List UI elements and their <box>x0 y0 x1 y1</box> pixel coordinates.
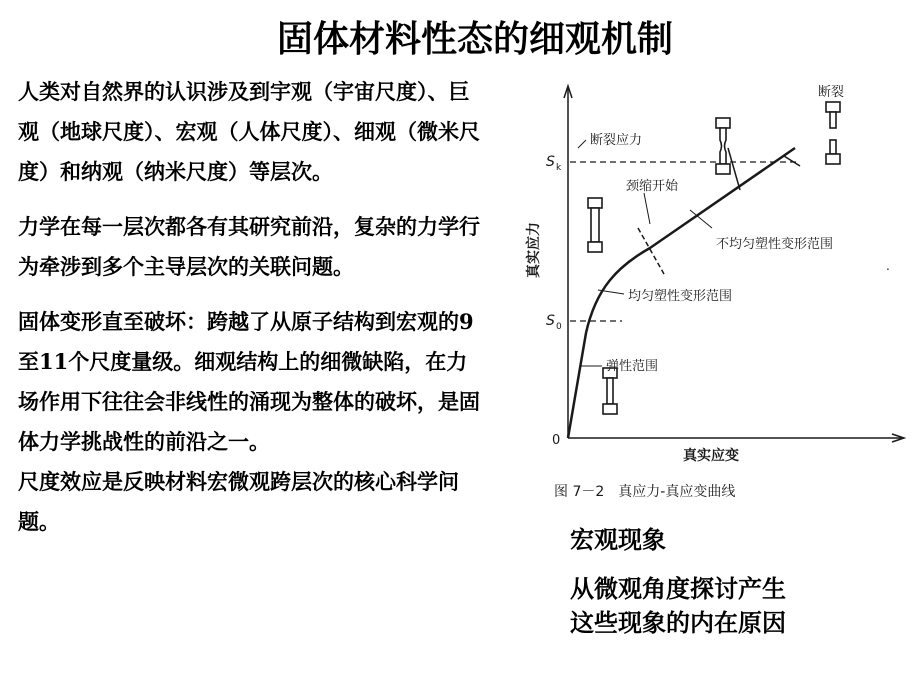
micro-perspective-line1: 从微观角度探讨产生 <box>570 575 786 603</box>
right-text-column <box>570 522 910 640</box>
leader-fracture-stress <box>578 140 586 148</box>
specimen-necking-icon <box>716 118 730 174</box>
stress-strain-figure <box>526 78 910 508</box>
s0-subscript: 0 <box>556 322 562 332</box>
micro-perspective-line2: 这些现象的内在原因 <box>570 609 786 637</box>
necking-start-label: 颈缩开始 <box>626 179 679 194</box>
sk-subscript: k <box>556 163 562 173</box>
s0-label: S <box>546 313 555 329</box>
specimen-elastic-icon <box>603 368 617 414</box>
stress-strain-diagram <box>526 78 910 508</box>
specimen-uniform-icon <box>588 198 602 252</box>
figure-dot: . <box>886 259 890 273</box>
figure-caption: 图 7－2 真应力-真应变曲线 <box>554 484 736 500</box>
necking-mark <box>638 228 664 274</box>
paragraph-deformation: 固体变形直至破坏：跨越了从原子结构到宏观的9至11个尺度量级。细观结构上的细微缺陷，在力场作用下往往会非线性的涌现为整体的破坏，是固体力学挑战性的前沿之一。 <box>18 309 480 454</box>
macro-phenomena-heading: 宏观现象 <box>570 526 666 554</box>
fracture-label: 断裂 <box>818 85 845 100</box>
uniform-plastic-label: 均匀塑性变形范围 <box>628 289 733 304</box>
fracture-mark <box>784 156 800 166</box>
paragraph-mechanics: 力学在每一层次都各有其研究前沿，复杂的力学行为牵涉到多个主导层次的关联问题。 <box>18 214 480 279</box>
left-text-column <box>18 72 480 542</box>
y-axis-label: 真实应力 <box>526 222 542 278</box>
fracture-stress-label: 断裂应力 <box>590 133 643 148</box>
nonuniform-plastic-label: 不均匀塑性变形范围 <box>716 237 834 252</box>
origin-label: 0 <box>552 433 561 448</box>
page-title: 固体材料性态的细观机制 <box>276 19 673 60</box>
leader-necking <box>644 193 650 224</box>
sk-label: S <box>546 154 555 170</box>
paragraph-scales: 人类对自然界的认识涉及到宇观（宇宙尺度）、巨观（地球尺度）、宏观（人体尺度）、细观（微米尺度）和纳观（纳米尺度）等层次。 <box>18 79 480 184</box>
specimen-fracture-icon <box>826 102 840 164</box>
elastic-label: 弹性范围 <box>606 359 659 374</box>
paragraph-size-effect: 尺度效应是反映材料宏微观跨层次的核心科学问题。 <box>18 469 459 534</box>
x-axis-label: 真实应变 <box>683 448 739 464</box>
